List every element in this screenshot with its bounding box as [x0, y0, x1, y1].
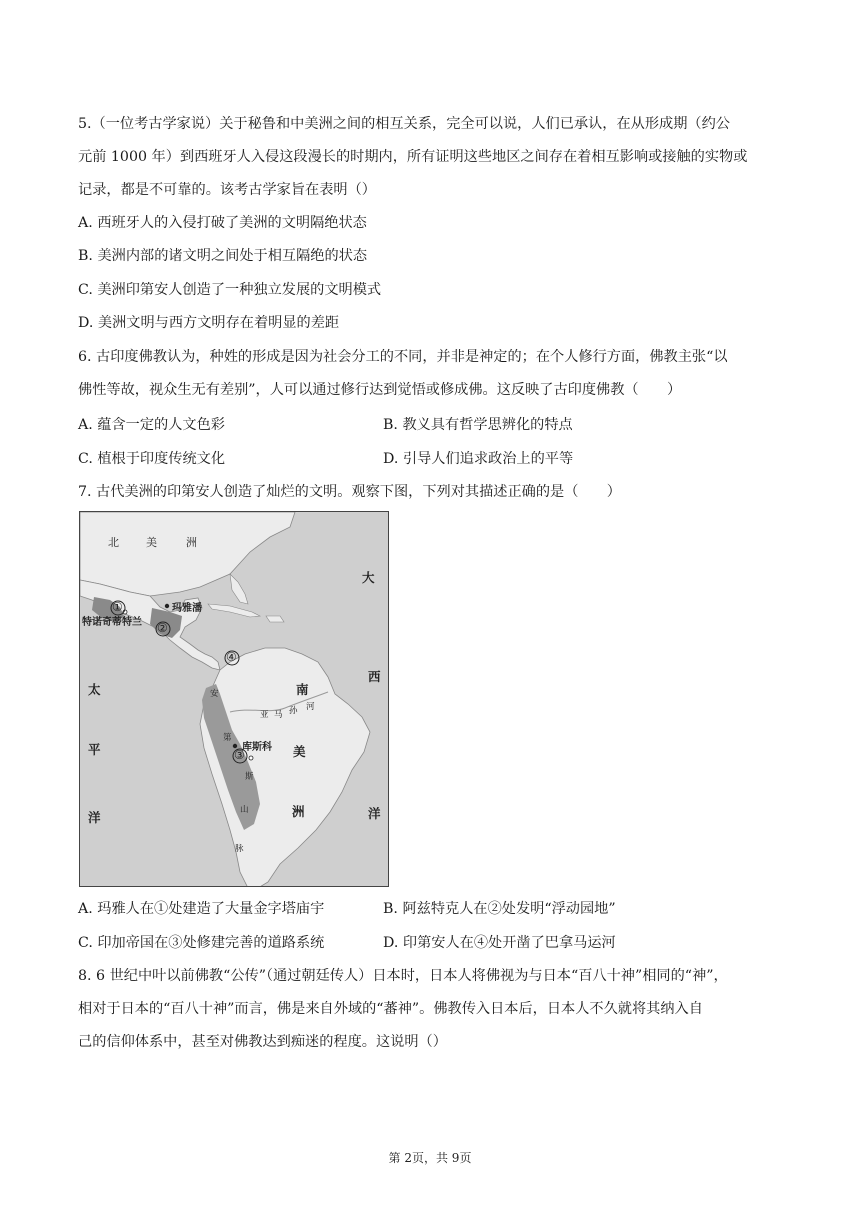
label-amazon-3: 孙: [289, 706, 298, 716]
q5-option-a: A. 西班牙人的入侵打破了美洲的文明隔绝状态: [78, 215, 367, 231]
q7-option-b: B. 阿兹特克人在②处发明“浮动园地”: [383, 901, 616, 917]
label-mayapan: 玛雅潘: [172, 603, 202, 614]
label-amazon-1: 亚: [260, 710, 269, 720]
marker-3: ③: [234, 748, 245, 762]
q5-option-b: B. 美洲内部的诸文明之间处于相互隔绝的状态: [78, 248, 368, 264]
q7-option-d: D. 印第安人在④处开凿了巴拿马运河: [383, 935, 616, 951]
label-andes-5: 脉: [235, 844, 244, 854]
label-atlantic-2: 西: [368, 669, 381, 684]
q6-option-d: D. 引导人们追求政治上的平等: [383, 451, 574, 467]
marker-1: ①: [112, 600, 123, 614]
q7-stem-line-1: 7. 古代美洲的印第安人创造了灿烂的文明。观察下图，下列对其描述正确的是（ ）: [78, 484, 621, 500]
page-footer: 第 2页，共 9页: [388, 1151, 472, 1165]
q7-option-a: A. 玛雅人在①处建造了大量金字塔庙宇: [78, 901, 325, 917]
label-north-america-1: 北: [108, 536, 119, 549]
label-cusco: 库斯科: [242, 742, 272, 753]
label-north-america-3: 洲: [186, 536, 197, 549]
q8-stem-line-2: 相对于日本的“百八十神”而言，佛是来自外域的“蕃神”。佛教传入日本后，日本人不久就将其纳入自: [78, 1001, 703, 1017]
marker-2: ②: [157, 621, 168, 635]
q6-stem-line-2: 佛性等故，视众生无有差别”，人可以通过修行达到觉悟或修成佛。这反映了古印度佛教（ ）: [78, 382, 682, 398]
label-pacific-2: 平: [88, 742, 101, 757]
q8-stem-line-3: 己的信仰体系中，甚至对佛教达到痴迷的程度。这说明（）: [78, 1034, 447, 1050]
label-amazon-4: 河: [306, 702, 315, 712]
marker-4: ④: [226, 650, 237, 664]
q5-option-c: C. 美洲印第安人创造了一种独立发展的文明模式: [78, 282, 382, 298]
q8-stem-line-1: 8. 6 世纪中叶以前佛教“公传”（通过朝廷传人）日本时，日本人将佛视为与日本“百八十神”相同的“神”，: [78, 968, 728, 984]
label-atlantic-1: 大: [362, 570, 375, 585]
q5-stem-line-3: 记录，都是不可靠的。该考古学家旨在表明（）: [78, 182, 376, 198]
label-south-america-3: 洲: [292, 804, 305, 819]
label-andes-2: 第: [223, 733, 232, 743]
q5-option-d: D. 美洲文明与西方文明存在着明显的差距: [78, 315, 340, 331]
label-pacific-1: 太: [88, 682, 101, 697]
q6-option-c: C. 植根于印度传统文化: [78, 451, 226, 467]
label-andes-3: 斯: [245, 772, 254, 782]
q6-stem-line-1: 6. 古印度佛教认为，种姓的形成是因为社会分工的不同，并非是神定的；在个人修行方面，佛教主张“以: [78, 349, 728, 365]
label-south-america-2: 美: [293, 744, 306, 759]
q6-option-b: B. 教义具有哲学思辨化的特点: [383, 417, 573, 433]
label-tenochtitlan: 特诺奇蒂特兰: [82, 617, 142, 628]
q5-stem-line-1: 5.（一位考古学家说）关于秘鲁和中美洲之间的相互关系，完全可以说，人们已承认，在从形成期（约公: [78, 116, 730, 132]
americas-civilization-map: [79, 511, 389, 887]
map-graphic: [80, 512, 389, 887]
q6-option-a: A. 蕴含一定的人文色彩: [78, 417, 225, 433]
label-south-america-1: 南: [296, 682, 309, 697]
q7-option-c: C. 印加帝国在③处修建完善的道路系统: [78, 935, 325, 951]
label-amazon-2: 马: [274, 710, 283, 720]
label-north-america-2: 美: [146, 536, 157, 549]
label-pacific-3: 洋: [88, 810, 101, 825]
q5-stem-line-2: 元前 1000 年）到西班牙人入侵这段漫长的时期内，所有证明这些地区之间存在着相互影响或接触的实物或: [78, 149, 748, 165]
label-atlantic-3: 洋: [368, 806, 381, 821]
label-andes-4: 山: [240, 805, 249, 815]
label-andes-1: 安: [210, 689, 219, 699]
